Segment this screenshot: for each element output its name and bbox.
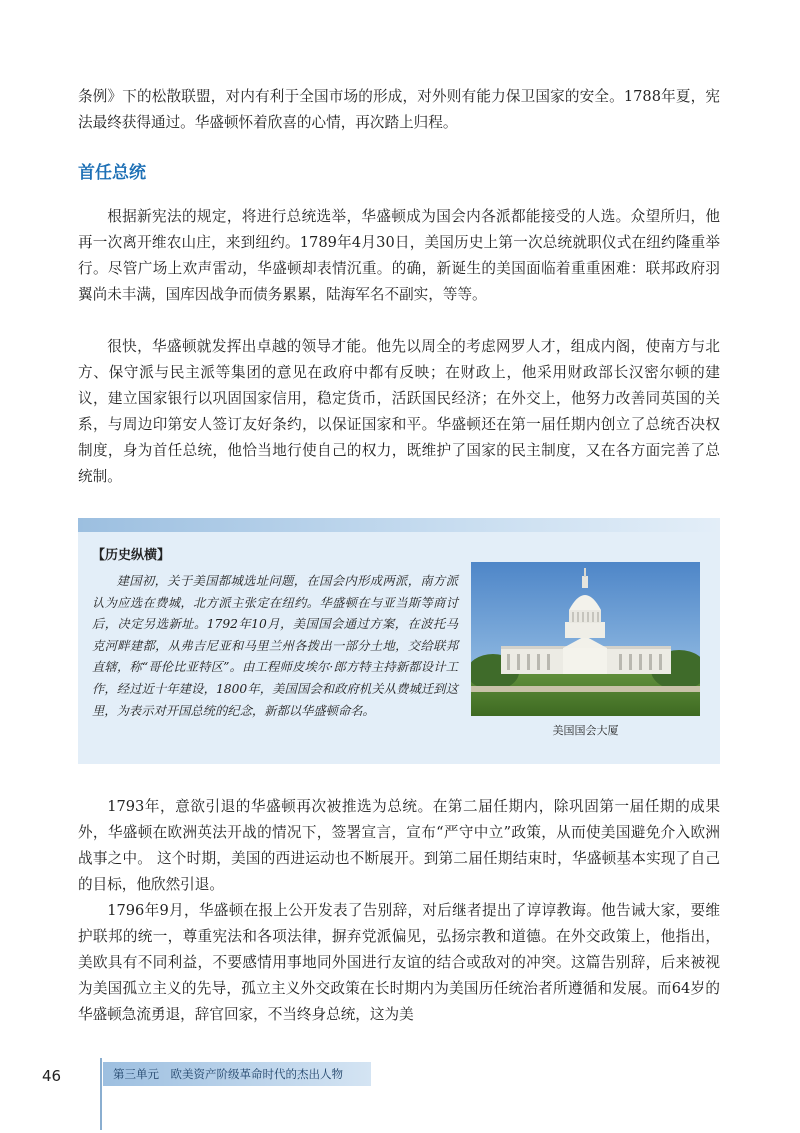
history-sidebar-box bbox=[78, 518, 720, 764]
page-number: 46 bbox=[42, 1067, 62, 1085]
paragraph-leadership: 很快，华盛顿就发挥出卓越的领导才能。他先以周全的考虑网罗人才，组成内阁，使南方与北方、保守派与民主派等集团的意见在政府中都有反映；在财政上，他采用财政部长汉密尔顿的建议，建立国家银行以巩固国家信用，稳定货币，活跃国民经济；在外交上，他努力改善同英国的关系，与周边印第安人签订友好条约，以保证国家和平。华盛顿还在第一届任期内创立了总统否决权制度，身为首任总统，他恰当地行使自己的权力，既维护了国家的民主制度，又在各方面完善了总统制。 bbox=[78, 338, 720, 485]
capitol-photo bbox=[471, 562, 700, 716]
paragraph-election: 根据新宪法的规定，将进行总统选举，华盛顿成为国会内各派都能接受的人选。众望所归，他再一次离开维农山庄，来到纽约。1789年4月30日，美国历史上第一次总统就职仪式在纽约隆重举行。尽管广场上欢声雷动，华盛顿却表情沉重。的确，新诞生的美国面临着重重困难：联邦政府羽翼尚未丰满，国库因战争而债务累累，陆海军名不副实，等等。 bbox=[78, 208, 720, 303]
paragraph-second-term: 1793年，意欲引退的华盛顿再次被推选为总统。在第二届任期内，除巩固第一届任期的成果外，华盛顿在欧洲英法开战的情况下，签署宣言，宣布“严守中立”政策，从而使美国避免介入欧洲战事之中。 这个时期，美国的西进运动也不断展开。到第二届任期结束时，华盛顿基本实现了自己的目标，他欣然引退。 bbox=[78, 798, 720, 893]
paragraph-continuation: 条例》下的松散联盟，对内有利于全国市场的形成，对外则有能力保卫国家的安全。1788年夏，宪法最终获得通过。华盛顿怀着欣喜的心情，再次踏上归程。 bbox=[78, 88, 720, 131]
section-title: 首任总统 bbox=[78, 163, 146, 183]
box-header-bar bbox=[78, 518, 720, 532]
box-text: 建国初，关于美国都城选址问题，在国会内形成两派，南方派认为应选在费城，北方派主张定在纽约。华盛顿在与亚当斯等商讨后，决定另选新址。1792年10月，美国国会通过方案，在波托马克河畔建都，从弗吉尼亚和马里兰州各拨出一部分土地，交给联邦直辖，称“哥伦比亚特区”。由工程师皮埃尔·郎方特主持新都设计工作，经过近十年建设，1800年，美国国会和政府机关从费城迁到这里，为表示对开国总统的纪念，新都以华盛顿命名。 bbox=[92, 574, 458, 718]
capitol-building-illustration bbox=[471, 562, 700, 716]
paragraph-farewell: 1796年9月，华盛顿在报上公开发表了告别辞，对后继者提出了谆谆教诲。他告诫大家，要维护联邦的统一，尊重宪法和各项法律，摒弃党派偏见，弘扬宗教和道德。在外交政策上，他指出，美欧具有不同利益，不要感情用事地同外国进行友谊的结合或敌对的冲突。这篇告别辞，后来被视为美国孤立主义的先导，孤立主义外交政策在长时期内为美国历任统治者所遵循和发展。而64岁的华盛顿急流勇退，辞官回家，不当终身总统，这为美 bbox=[78, 902, 720, 1023]
photo-caption: 美国国会大厦 bbox=[552, 724, 619, 737]
box-label: 【历史纵横】 bbox=[92, 548, 171, 563]
footer-divider bbox=[100, 1058, 102, 1130]
unit-label: 第三单元 欧美资产阶级革命时代的杰出人物 bbox=[103, 1062, 371, 1086]
